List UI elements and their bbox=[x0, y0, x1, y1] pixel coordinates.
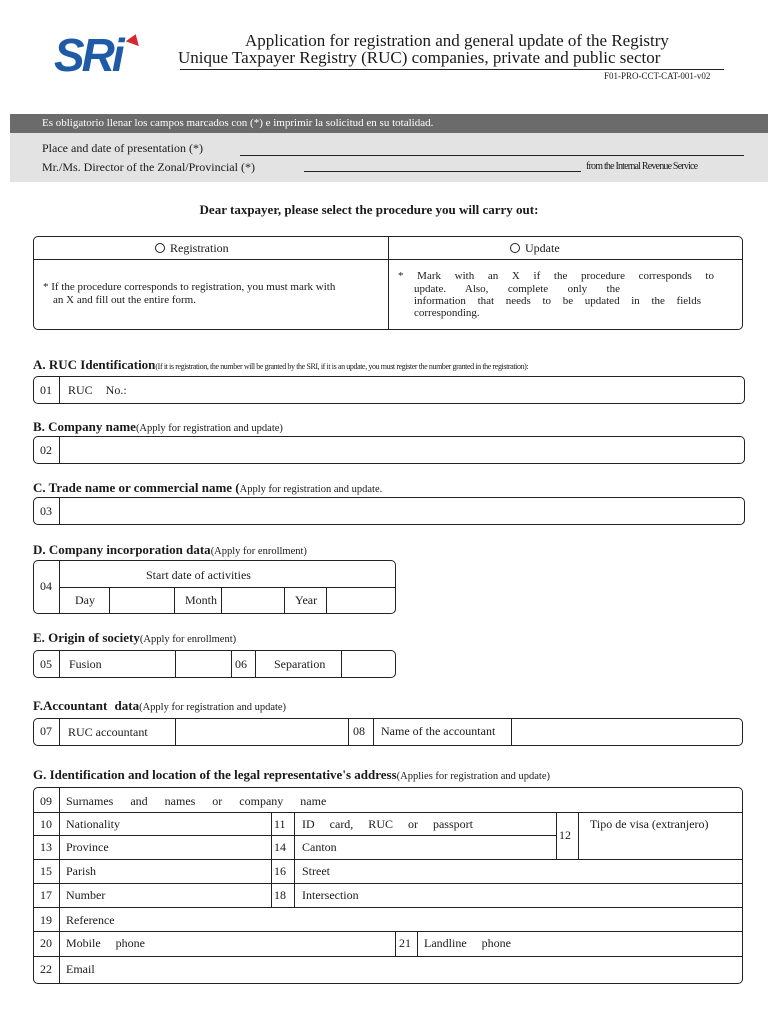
registration-note-1: * If the procedure corresponds to registration, you must mark with bbox=[43, 281, 336, 293]
section-a-title bbox=[33, 357, 528, 373]
section-b-heading: B. Company name bbox=[33, 419, 136, 434]
section-f-title bbox=[33, 698, 286, 714]
registration-radio-icon[interactable] bbox=[155, 243, 165, 253]
field-number-04: 04 bbox=[40, 579, 52, 593]
intersection-label: Intersection bbox=[302, 888, 359, 902]
field-number-10: 10 bbox=[40, 817, 52, 831]
registration-option[interactable] bbox=[155, 241, 229, 256]
surnames-label: Surnames and names or company name bbox=[66, 794, 327, 808]
ruc-number-label: RUC No.: bbox=[68, 383, 127, 397]
director-input[interactable] bbox=[304, 171, 581, 172]
field-number-15: 15 bbox=[40, 864, 52, 878]
logo-accent-icon bbox=[126, 32, 143, 46]
field-number-20: 20 bbox=[40, 936, 52, 950]
trade-name-field[interactable] bbox=[33, 497, 745, 525]
mobile-phone-label: Mobile phone bbox=[66, 936, 145, 950]
registration-note-2: an X and fill out the entire form. bbox=[53, 294, 196, 306]
form-title-line2: Unique Taxpayer Registry (RUC) companies, private and public sector bbox=[178, 48, 661, 67]
month-label: Month bbox=[185, 593, 218, 607]
director-suffix: from the Internal Revenue Service bbox=[586, 161, 698, 172]
start-date-label: Start date of activities bbox=[146, 568, 251, 582]
field-number-07: 07 bbox=[40, 724, 52, 738]
section-f-note: (Apply for registration and update) bbox=[139, 702, 287, 713]
day-label: Day bbox=[75, 593, 95, 607]
section-d-note: (Apply for enrollment) bbox=[210, 546, 307, 557]
separation-input[interactable] bbox=[342, 651, 395, 677]
update-note-4: corresponding. bbox=[414, 307, 480, 319]
visa-type-label: Tipo de visa (extranjero) bbox=[590, 817, 709, 831]
section-e-title bbox=[33, 630, 236, 646]
field-number-14: 14 bbox=[274, 840, 286, 854]
director-label: Mr./Ms. Director of the Zonal/Provincial (*) bbox=[42, 160, 255, 174]
canton-label: Canton bbox=[302, 840, 337, 854]
section-a-note: (If it is registration, the number will be granted by the SRI, if it is an update, you must register the number granted in the registration): bbox=[155, 362, 529, 371]
field-number-11: 11 bbox=[274, 817, 286, 831]
reference-label: Reference bbox=[66, 913, 115, 927]
place-date-input[interactable] bbox=[240, 155, 744, 156]
field-number-17: 17 bbox=[40, 888, 52, 902]
section-g-heading: G. Identification and location of the legal representative's address bbox=[33, 767, 397, 782]
section-a-heading: A. RUC Identification bbox=[33, 357, 156, 372]
field-number-19: 19 bbox=[40, 913, 52, 927]
section-e-heading: E. Origin of society bbox=[33, 630, 140, 645]
update-option[interactable] bbox=[510, 241, 560, 256]
year-label: Year bbox=[295, 593, 318, 607]
update-note-1: * Mark with an X if the procedure corresponds to bbox=[398, 270, 714, 282]
fusion-input[interactable] bbox=[176, 651, 231, 677]
field-number-02: 02 bbox=[40, 443, 52, 457]
ruc-accountant-input[interactable] bbox=[176, 719, 348, 745]
field-number-13: 13 bbox=[40, 840, 52, 854]
ruc-accountant-label: RUC accountant bbox=[68, 725, 148, 739]
field-number-06: 06 bbox=[235, 657, 247, 671]
landline-phone-label: Landline phone bbox=[424, 936, 511, 950]
procedure-prompt: Dear taxpayer, please select the procedure you will carry out: bbox=[199, 202, 539, 217]
ruc-number-field[interactable] bbox=[33, 376, 745, 404]
street-label: Street bbox=[302, 864, 330, 878]
section-g-note: (Applies for registration and update) bbox=[396, 771, 551, 782]
update-radio-icon[interactable] bbox=[510, 243, 520, 253]
fusion-label: Fusion bbox=[69, 657, 102, 671]
mandatory-note: Es obligatorio llenar los campos marcados con (*) e imprimir la solicitud en su totalidad. bbox=[42, 117, 434, 129]
number-label: Number bbox=[66, 888, 106, 902]
section-c-heading: C. Trade name or commercial name ( bbox=[33, 480, 240, 495]
separation-label: Separation bbox=[274, 657, 326, 671]
id-card-label: ID card, RUC or passport bbox=[302, 817, 473, 831]
section-g-title bbox=[33, 767, 550, 783]
field-number-21: 21 bbox=[399, 936, 411, 950]
section-d-heading: D. Company incorporation data bbox=[33, 542, 211, 557]
section-c-title bbox=[33, 480, 382, 496]
province-label: Province bbox=[66, 840, 109, 854]
year-input[interactable] bbox=[327, 588, 395, 613]
field-number-09: 09 bbox=[40, 794, 52, 808]
accountant-name-input[interactable] bbox=[512, 719, 742, 745]
field-number-03: 03 bbox=[40, 504, 52, 518]
field-number-12: 12 bbox=[559, 828, 571, 842]
section-e-note: (Apply for enrollment) bbox=[139, 634, 237, 645]
registration-label: Registration bbox=[170, 241, 229, 255]
section-b-note: (Apply for registration and update) bbox=[135, 423, 283, 434]
section-d-title bbox=[33, 542, 307, 558]
form-title-line1: Application for registration and general update of the Registry bbox=[245, 31, 669, 50]
field-number-16: 16 bbox=[274, 864, 286, 878]
field-number-22: 22 bbox=[40, 962, 52, 976]
field-number-01: 01 bbox=[40, 383, 52, 397]
email-label: Email bbox=[66, 962, 95, 976]
sri-logo bbox=[54, 30, 144, 80]
update-label: Update bbox=[525, 241, 560, 255]
accountant-name-label: Name of the accountant bbox=[381, 724, 496, 738]
update-note-2: update. Also, complete only the bbox=[414, 283, 620, 295]
nationality-label: Nationality bbox=[66, 817, 120, 831]
day-input[interactable] bbox=[110, 588, 174, 613]
update-note-3: information that needs to be updated in the fields bbox=[414, 295, 701, 307]
place-date-label: Place and date of presentation (*) bbox=[42, 141, 203, 155]
company-name-field[interactable] bbox=[33, 436, 745, 464]
logo-text: SRi bbox=[54, 29, 122, 81]
section-f-heading: F.Accountant data bbox=[33, 698, 140, 713]
field-number-08: 08 bbox=[353, 724, 365, 738]
form-code: F01-PRO-CCT-CAT-001-v02 bbox=[604, 71, 711, 81]
field-number-18: 18 bbox=[274, 888, 286, 902]
month-input[interactable] bbox=[222, 588, 284, 613]
section-b-title bbox=[33, 419, 283, 435]
parish-label: Parish bbox=[66, 864, 96, 878]
section-c-note: Apply for registration and update. bbox=[239, 484, 383, 495]
field-number-05: 05 bbox=[40, 657, 52, 671]
